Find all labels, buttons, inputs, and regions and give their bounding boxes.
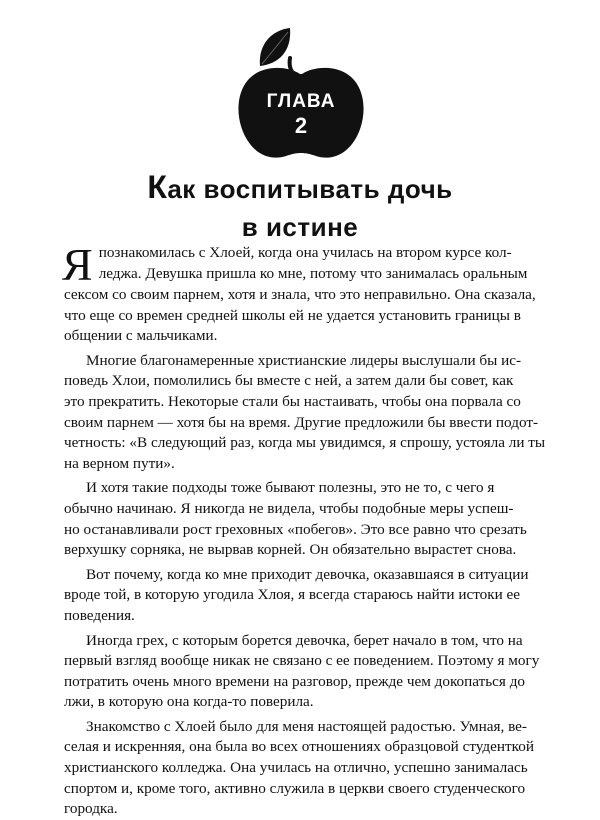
text-line: И хотя такие подходы тоже бывают полезны, это не то, с чего я — [86, 479, 495, 497]
text-line: Знакомство с Хлоей было для меня настоящей радостью. Умная, ве- — [86, 717, 527, 735]
text-line: селая и искренняя, она была во всех отношениях образцовой студенткой — [64, 738, 534, 756]
text-line: Иногда грех, с которым борется девочка, берет начало в том, что на — [86, 631, 523, 649]
text-line: своим парнем — хотя бы на время. Другие предложили бы ввести подот- — [64, 413, 539, 431]
text-line: верхушку сорняка, не вырвав корней. Он обязательно вырастет снова. — [64, 541, 517, 559]
text-line: что еще со времен средней школы ей не удается установить границы в — [64, 306, 521, 324]
text-line: леджа. Девушка пришла ко мне, потому что занималась оральным — [98, 264, 528, 282]
text-line: общении с мальчиками. — [64, 327, 218, 345]
paragraph-5 — [64, 631, 540, 713]
paragraph-2 — [64, 351, 546, 475]
text-line: лжи, в которую она когда-то поверила. — [64, 693, 314, 711]
text-line: Вот почему, когда ко мне приходит девочка, оказавшаяся в ситуации — [86, 565, 529, 583]
paragraph-4 — [64, 565, 529, 627]
text-line: это прекратить. Некоторые стали бы настаивать, чтобы она порвала со — [64, 392, 521, 410]
text-line: спортом и, кроме того, активно служила в церкви своего студенческого — [64, 779, 526, 797]
text-line: но останавливали рост греховных «побегов». Это все равно что срезать — [64, 520, 527, 538]
chapter-title — [60, 168, 540, 246]
text-line: на верном пути». — [64, 454, 175, 472]
text-line: потратить очень много времени на разговор, прежде чем докопаться до — [64, 672, 526, 690]
title-line-2: в истине — [241, 212, 359, 242]
title-line-1 — [60, 168, 540, 208]
text-line: обычно начинаю. Я никогда не видела, чтобы подобные меры успеш- — [64, 499, 514, 517]
title-initial: К — [147, 169, 168, 205]
text-line: четность: «В следующий раз, когда мы увидимся, я спрошу, устояла ли ты — [64, 434, 546, 452]
title-line-1-rest: ак воспитывать дочь — [167, 174, 453, 204]
paragraph-6 — [64, 717, 534, 820]
text-line: познакомилась с Хлоей, когда она училась на втором курсе кол- — [98, 244, 512, 261]
drop-cap: Я — [62, 239, 93, 290]
paragraph-1 — [62, 239, 536, 347]
text-line: городка. — [64, 800, 118, 818]
chapter-number: 2 — [294, 113, 308, 138]
text-line: поведь Хлои, помолились бы вместе с ней, а затем дали бы совет, как — [64, 372, 514, 390]
text-line: сексом со своим парнем, хотя и знала, что это неправильно. Она сказала, — [64, 286, 536, 303]
chapter-label: ГЛАВА — [266, 91, 336, 112]
body-text — [62, 239, 546, 820]
paragraph-3 — [64, 478, 527, 560]
apple-icon — [232, 22, 370, 160]
text-line: Многие благонамеренные христианские лидеры выслушали бы ис- — [86, 351, 522, 369]
text-line: первый взгляд вообще никак не связано с ее поведением. Поэтому я могу — [64, 652, 540, 670]
text-line: христианского колледжа. Она училась на отлично, успешно занималась — [64, 759, 528, 777]
text-line: вроде той, в которую угодила Хлоя, я всегда стараюсь найти истоки ее — [64, 586, 521, 604]
text-line: поведения. — [64, 606, 135, 624]
